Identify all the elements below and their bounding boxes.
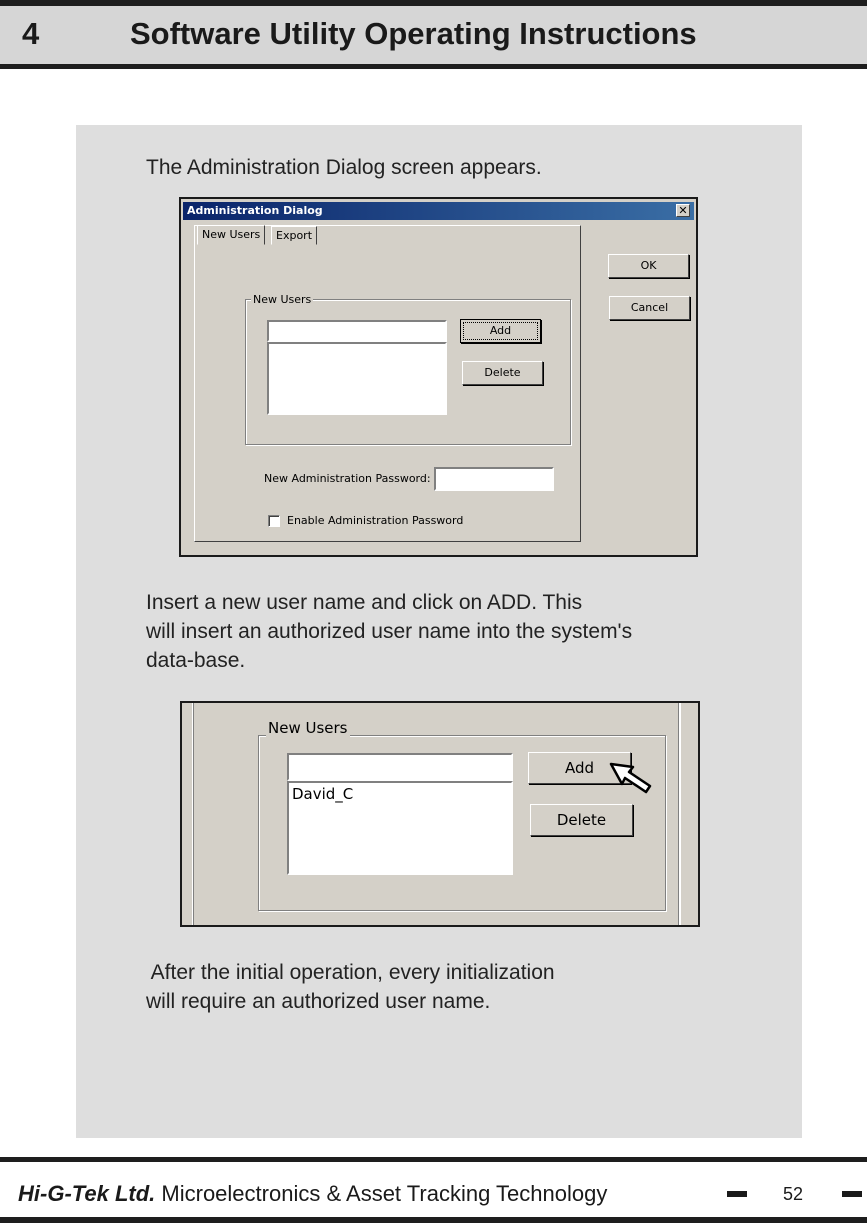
zoom-add-button[interactable]: Add (528, 752, 631, 784)
instruction-paragraph: Insert a new user name and click on ADD. This will insert an authorized user name into the system's data-base. (146, 591, 633, 672)
delete-button[interactable]: Delete (462, 361, 543, 385)
list-item[interactable]: David_C (292, 785, 354, 803)
new-user-input[interactable] (267, 320, 447, 342)
tab-export[interactable]: Export (271, 226, 317, 245)
footer-top-rule (0, 1157, 867, 1162)
ok-button[interactable]: OK (608, 254, 689, 278)
zoom-users-list[interactable] (287, 781, 513, 875)
password-label: New Administration Password: (264, 472, 431, 485)
footer-dash-right (842, 1191, 862, 1197)
cancel-button[interactable]: Cancel (609, 296, 690, 320)
enable-password-checkbox[interactable] (268, 515, 280, 527)
section-number: 4 (22, 16, 40, 51)
tab-new-users[interactable]: New Users (197, 225, 265, 245)
arrow-cursor-icon (608, 758, 654, 796)
dialog-title: Administration Dialog (187, 204, 323, 217)
company-tagline: Microelectronics & Asset Tracking Technology (155, 1181, 608, 1206)
zoom-group-label: New Users (268, 719, 348, 737)
closing-paragraph: After the initial operation, every initialization will require an authorized user name. (146, 961, 555, 1013)
footer-bottom-rule (0, 1217, 867, 1223)
footer-dash-left (727, 1191, 747, 1197)
zoom-delete-button[interactable]: Delete (530, 804, 633, 836)
enable-password-label: Enable Administration Password (287, 514, 464, 527)
section-title: Software Utility Operating Instructions (130, 16, 697, 51)
intro-paragraph: The Administration Dialog screen appears. (146, 156, 542, 179)
zoomed-new-users-view (180, 701, 700, 927)
users-list[interactable] (267, 342, 447, 415)
company-name: Hi-G-Tek Ltd. (18, 1181, 156, 1206)
dialog-titlebar (183, 202, 694, 220)
password-input[interactable] (434, 467, 554, 491)
page-number: 52 (783, 1184, 804, 1204)
administration-dialog (179, 197, 698, 557)
header-bottom-rule (0, 64, 867, 69)
add-button[interactable]: Add (460, 319, 541, 343)
new-users-group-label: New Users (253, 293, 312, 306)
footer-text (18, 1181, 607, 1207)
zoom-new-user-input[interactable] (287, 753, 513, 781)
close-icon[interactable]: ✕ (676, 204, 690, 217)
